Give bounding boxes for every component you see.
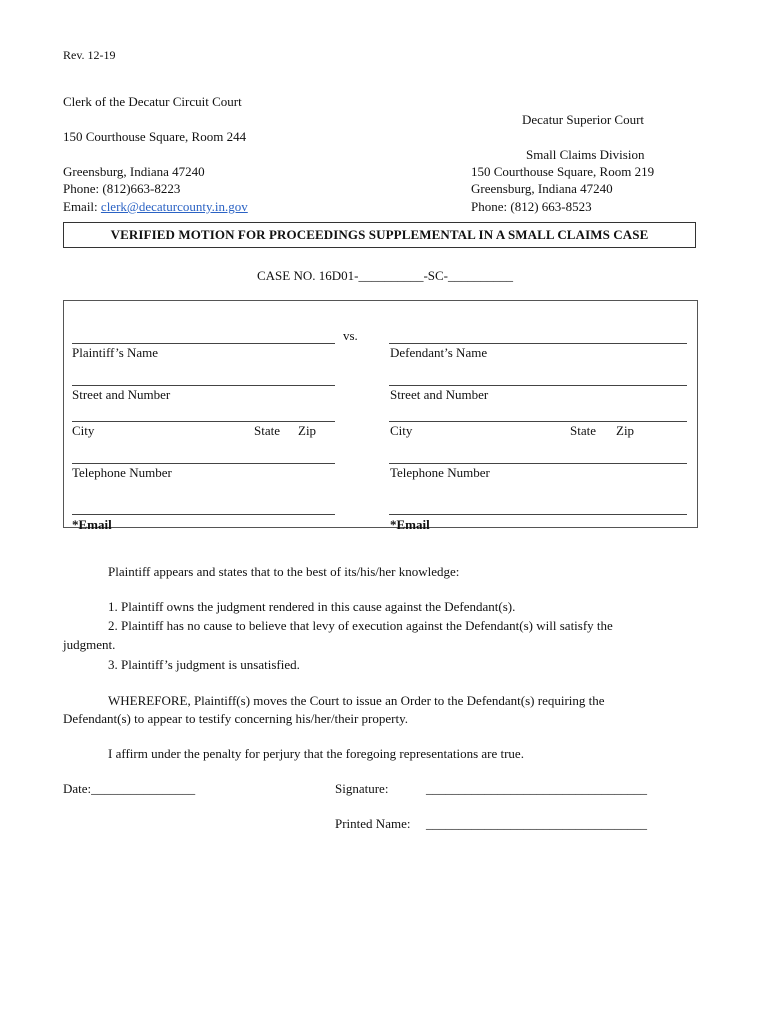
signature-line[interactable]: __________________________________ (426, 781, 647, 796)
statement-item-2: 2. Plaintiff has no cause to believe that levy of execution against the Defendant(s) will satisfy the (108, 618, 613, 633)
plaintiff-email-label: *Email (72, 517, 112, 532)
plaintiff-phone-label: Telephone Number (72, 465, 172, 480)
affirmation-text: I affirm under the penalty for perjury that the foregoing representations are true. (108, 746, 524, 761)
form-title (63, 222, 696, 248)
case-number-field[interactable]: CASE NO. 16D01-__________-SC-__________ (256, 268, 514, 283)
defendant-street-line[interactable] (389, 385, 687, 386)
wherefore-text-continued: Defendant(s) to appear to testify concerning his/her/their property. (63, 711, 408, 726)
clerk-street: 150 Courthouse Square, Room 244 (63, 129, 247, 144)
defendant-name-line[interactable] (389, 343, 687, 344)
clerk-email-label: Email: (63, 199, 101, 214)
clerk-name: Clerk of the Decatur Circuit Court (63, 94, 242, 109)
superior-court-phone: Phone: (812) 663-8523 (471, 199, 592, 214)
plaintiff-city-line[interactable] (72, 421, 335, 422)
statement-item-2-continued: judgment. (63, 637, 116, 652)
defendant-street-label: Street and Number (390, 387, 489, 402)
defendant-state-label: State (570, 423, 596, 438)
form-title-text: VERIFIED MOTION FOR PROCEEDINGS SUPPLEMENTAL IN A SMALL CLAIMS CASE (110, 227, 649, 242)
plaintiff-street-label: Street and Number (72, 387, 171, 402)
signature-label: Signature: (335, 781, 389, 796)
wherefore-text: WHEREFORE, Plaintiff(s) moves the Court to issue an Order to the Defendant(s) requiring the (108, 693, 605, 708)
superior-court-name: Decatur Superior Court (522, 112, 645, 127)
parties-box (63, 300, 698, 532)
clerk-phone: Phone: (812)663-8223 (63, 181, 181, 196)
date-field[interactable]: Date:________________ (63, 781, 196, 796)
clerk-email-link[interactable]: clerk@decaturcounty.in.gov (100, 199, 248, 214)
plaintiff-city-label: City (72, 423, 95, 438)
intro-text: Plaintiff appears and states that to the best of its/his/her knowledge: (108, 564, 460, 579)
defendant-zip-label: Zip (616, 423, 635, 438)
superior-court-division: Small Claims Division (526, 147, 645, 162)
defendant-name-label: Defendant’s Name (390, 345, 488, 360)
plaintiff-zip-label: Zip (298, 423, 317, 438)
printed-name-label: Printed Name: (335, 816, 411, 831)
superior-court-street: 150 Courthouse Square, Room 219 (471, 164, 655, 179)
plaintiff-name-label: Plaintiff’s Name (72, 345, 159, 360)
revision-label: Rev. 12-19 (63, 48, 116, 62)
plaintiff-name-line[interactable] (72, 343, 335, 344)
plaintiff-phone-line[interactable] (72, 463, 335, 464)
defendant-city-line[interactable] (389, 421, 687, 422)
statement-item-3: 3. Plaintiff’s judgment is unsatisfied. (108, 657, 300, 672)
clerk-email-row (63, 199, 248, 215)
statement-item-1: 1. Plaintiff owns the judgment rendered in this cause against the Defendant(s). (108, 599, 516, 614)
printed-name-line[interactable]: __________________________________ (426, 816, 647, 831)
defendant-phone-line[interactable] (389, 463, 687, 464)
defendant-email-line[interactable] (389, 514, 687, 515)
defendant-city-label: City (390, 423, 413, 438)
versus-label: vs. (343, 328, 358, 343)
plaintiff-street-line[interactable] (72, 385, 335, 386)
plaintiff-state-label: State (254, 423, 280, 438)
clerk-city: Greensburg, Indiana 47240 (63, 164, 205, 179)
defendant-email-label: *Email (390, 517, 430, 532)
superior-court-city: Greensburg, Indiana 47240 (471, 181, 613, 196)
defendant-phone-label: Telephone Number (390, 465, 490, 480)
plaintiff-email-line[interactable] (72, 514, 335, 515)
